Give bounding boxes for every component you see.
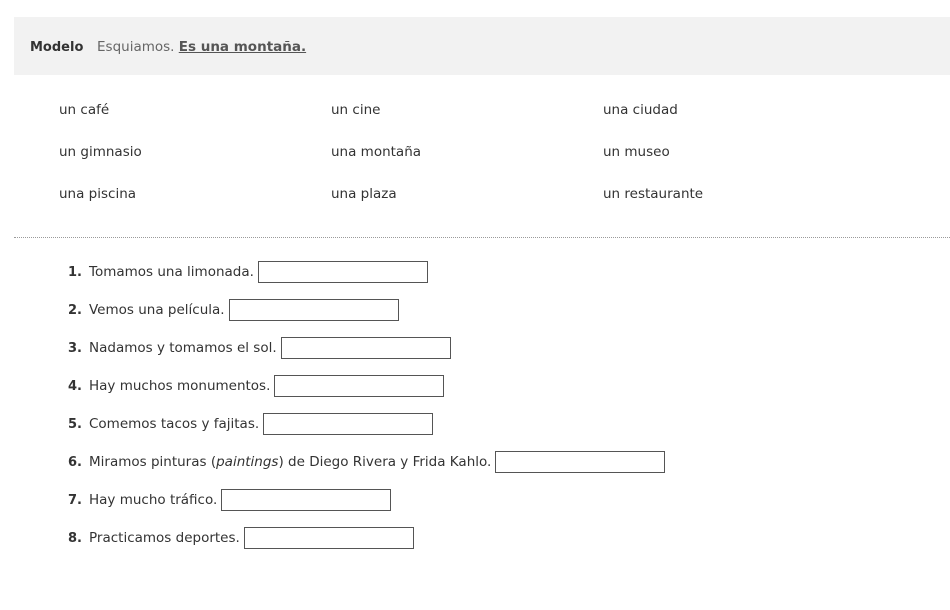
- question-number: 5.: [68, 416, 82, 432]
- question-text: Nadamos y tomamos el sol.: [89, 340, 277, 356]
- question-row: [68, 336, 451, 360]
- question-row: [68, 298, 399, 322]
- question-number: 6.: [68, 454, 82, 470]
- answer-input-7[interactable]: [221, 489, 391, 511]
- question-row: [68, 526, 414, 550]
- question-text-part: ) de Diego Rivera y Frida Kahlo.: [278, 454, 492, 470]
- question-row: [68, 260, 428, 284]
- question-number: 8.: [68, 530, 82, 546]
- modelo-label: Modelo: [30, 40, 84, 55]
- question-text: Vemos una película.: [89, 302, 225, 318]
- answer-input-4[interactable]: [274, 375, 444, 397]
- question-text: [89, 454, 491, 470]
- question-number: 4.: [68, 378, 82, 394]
- answer-input-5[interactable]: [263, 413, 433, 435]
- question-row: [68, 450, 665, 474]
- question-number: 7.: [68, 492, 82, 508]
- question-text: Comemos tacos y fajitas.: [89, 416, 260, 432]
- modelo-example: [97, 39, 306, 56]
- word-bank-item: una ciudad: [603, 102, 678, 118]
- word-bank-item: un cine: [331, 102, 381, 118]
- modelo-example-bar: [14, 17, 950, 75]
- section-divider: [14, 237, 950, 238]
- question-number: 3.: [68, 340, 82, 356]
- question-text-part: Miramos pinturas (: [89, 454, 217, 470]
- word-bank-item: un restaurante: [603, 186, 704, 202]
- question-number: 2.: [68, 302, 82, 318]
- modelo-answer: Es una montaña.: [178, 39, 307, 55]
- word-bank-item: un café: [59, 102, 110, 118]
- answer-input-3[interactable]: [281, 337, 451, 359]
- word-bank-item: una piscina: [59, 186, 137, 202]
- question-row: [68, 412, 433, 436]
- question-text-italic: paintings: [216, 454, 279, 470]
- answer-input-6[interactable]: [495, 451, 665, 473]
- question-text: Hay muchos monumentos.: [89, 378, 271, 394]
- word-bank-item: una plaza: [331, 186, 397, 202]
- word-bank-item: un museo: [603, 144, 670, 160]
- modelo-prompt: Esquiamos.: [97, 39, 175, 55]
- question-row: [68, 488, 391, 512]
- word-bank-item: una montaña: [331, 144, 422, 160]
- question-text: Hay mucho tráfico.: [89, 492, 218, 508]
- question-text: Practicamos deportes.: [89, 530, 240, 546]
- question-number: 1.: [68, 264, 82, 280]
- answer-input-8[interactable]: [244, 527, 414, 549]
- answer-input-1[interactable]: [258, 261, 428, 283]
- question-row: [68, 374, 444, 398]
- answer-input-2[interactable]: [229, 299, 399, 321]
- question-text: Tomamos una limonada.: [89, 264, 254, 280]
- word-bank-item: un gimnasio: [59, 144, 142, 160]
